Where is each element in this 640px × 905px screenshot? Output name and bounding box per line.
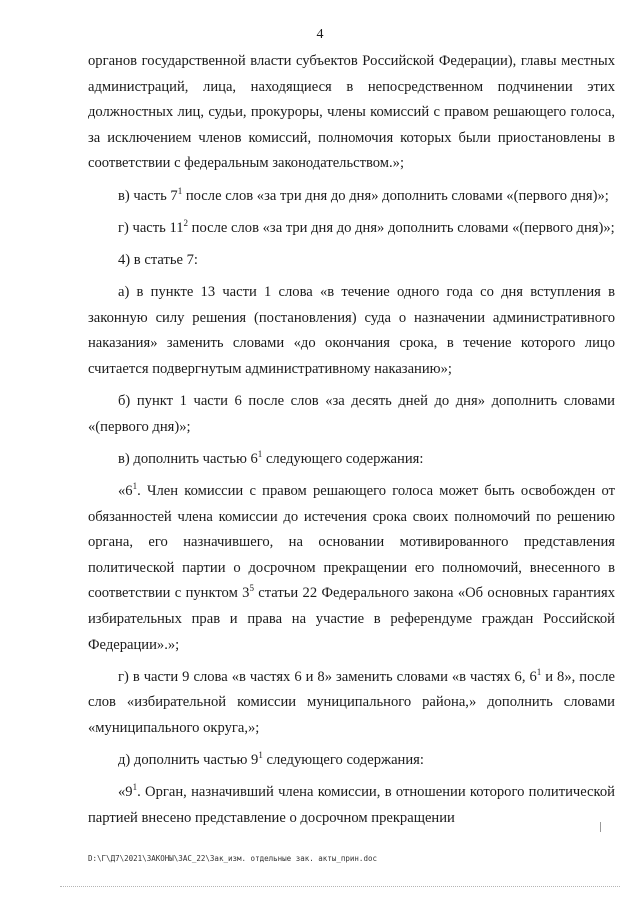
paragraph-item-4v (88, 447, 615, 473)
footer-file-path: D:\Г\Д7\2021\ЗАКОНЫ\ЗАС_22\Зак_изм. отдельные зак. акты_прин.doc (88, 854, 377, 863)
paragraph-quote-6-1 (88, 479, 615, 658)
text-run: и 8», после слов «избирательной комиссии муниципального района,» дополнить словами «муниципального округа,»; (88, 668, 615, 736)
text-run: . Член комиссии с правом решающего голоса может быть освобожден от обязанностей члена комиссии до истечения срока своих полномочий по решению органа, его назначившего, на основании мотивированного представления политической партии о досрочном прекращении его полномочий, внесенного в соответствии с пунктом 3 (88, 483, 615, 602)
text-run: после слов «за три дня до дня» дополнить словами «(первого дня)»; (188, 219, 615, 236)
text-run: «6 (118, 483, 133, 500)
document-body (88, 49, 615, 832)
scan-artifact (600, 822, 601, 832)
paragraph-item-4d (88, 748, 615, 774)
superscript: 1 (536, 666, 542, 677)
superscript: 5 (249, 583, 254, 594)
text-run: после слов «за три дня до дня» дополнить словами «(первого дня)»; (182, 187, 609, 204)
text-run: г) часть 11 (118, 219, 184, 236)
superscript: 1 (132, 782, 138, 793)
text-run: в) дополнить частью 6 (118, 450, 258, 467)
text-run: . Орган, назначивший члена комиссии, в отношении которого политической партией внесено представление о досрочном прекращении (88, 784, 615, 826)
superscript: 1 (132, 481, 138, 492)
paragraph-item-g (88, 216, 615, 242)
text-run: в) часть 7 (118, 187, 178, 204)
text-run: следующего содержания: (262, 450, 424, 467)
scan-artifact-line (60, 886, 620, 889)
paragraph-item-v (88, 184, 615, 210)
paragraph-continuation: органов государственной власти субъектов Российской Федерации), главы местных администраций, лица, находящиеся в непосредственном подчинении этих должностных лиц, судьи, прокуроры, члены комиссий с правом решающего голоса, за исключением членов комиссий, полномочия которых были приостановлены в соответствии с федеральным законодательством.»; (88, 53, 615, 172)
superscript: 1 (177, 185, 183, 196)
text-run: «9 (118, 784, 133, 801)
text-run: г) в части 9 слова «в частях 6 и 8» заменить словами «в частях 6, 6 (118, 668, 537, 685)
paragraph-item-4b: б) пункт 1 части 6 после слов «за десять дней до дня» дополнить словами «(первого дня)»; (88, 393, 615, 435)
paragraph-item-4g (88, 665, 615, 742)
paragraph-item-4a: а) в пункте 13 части 1 слова «в течение одного года со дня вступления в законную силу решения (постановления) суда о назначении административного наказания» заменить словами «до окончания срока, в течение которого лицо считается подвергнутым административному наказанию»; (88, 284, 615, 377)
paragraph-item-4: 4) в статье 7: (118, 251, 198, 268)
superscript: 1 (258, 750, 263, 761)
text-run: статьи 22 Федерального закона «Об основных гарантиях избирательных прав и права на участие в референдуме граждан Российской Федерации».»; (88, 585, 616, 653)
superscript: 2 (183, 217, 189, 228)
paragraph-quote-9-1 (88, 780, 615, 831)
text-run: д) дополнить частью 9 (118, 752, 259, 769)
page-number: 4 (316, 27, 324, 42)
text-run: следующего содержания: (262, 752, 424, 769)
superscript: 1 (257, 448, 263, 459)
